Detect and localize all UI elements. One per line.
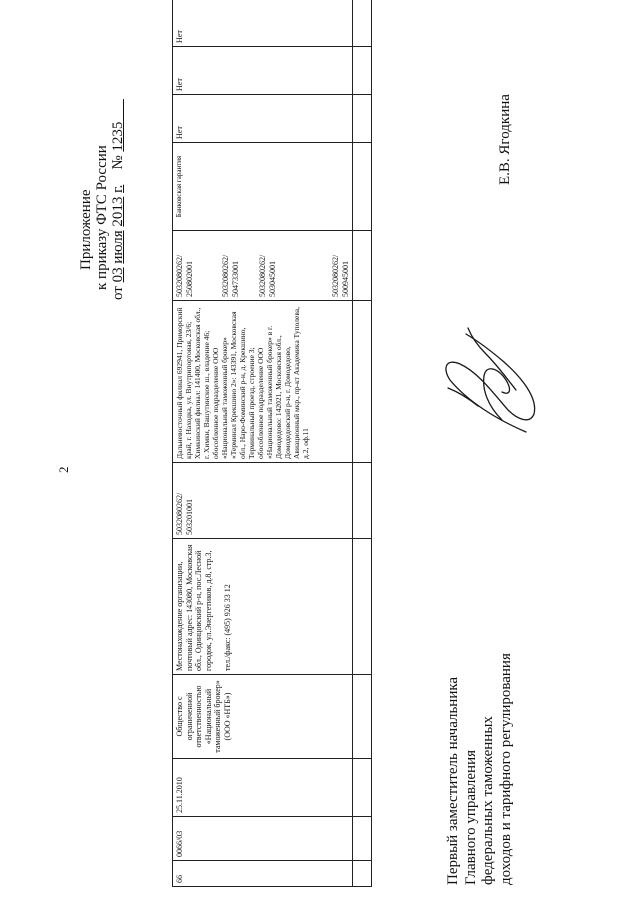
appendix-title: Приложение: [78, 189, 94, 270]
branch-kpp: 5032080262/ 250802001: [175, 254, 194, 297]
org-location: [173, 539, 353, 675]
signatory-title-line: федеральных таможенных: [480, 716, 496, 885]
branch-address: Дальневосточный филиал 692941, Приморский край, г. Находка, ул. Внутрипортовая, 23/6;: [175, 307, 193, 459]
order-number: 1235: [110, 121, 126, 152]
signatory-title-line: Главного управления: [462, 750, 479, 885]
order-day: 03: [110, 267, 126, 283]
registry-table: [172, 0, 372, 887]
table-row-empty: [353, 0, 372, 887]
flag-cell: Нет: [173, 47, 353, 95]
signatory-name: Е.В. Ягодкина: [497, 94, 513, 185]
phone-text: тел./факс: (495) 926 33 12: [222, 584, 232, 671]
order-month: июля: [110, 230, 126, 264]
reg-number: 0066/03: [173, 817, 353, 861]
signatory-title-line: доходов и тарифного регулирования: [497, 653, 514, 885]
handwritten-signature: [438, 320, 548, 450]
flag-cell: Нет: [173, 95, 353, 143]
inn-kpp: 5032080262/ 503201001: [173, 463, 353, 539]
year-suffix: г.: [110, 184, 126, 193]
branch-kpp: 5032080262/ 503045001: [258, 254, 277, 297]
guarantee-type: Банковская гарантия: [173, 143, 353, 231]
appendix-order-ref: к приказу ФТС России: [94, 145, 110, 290]
number-label: №: [110, 155, 126, 170]
from-label: от: [110, 286, 126, 300]
org-name: Общество с ограниченной ответственностью «Национальный таможенный брокер» (ООО «НТБ»): [173, 675, 353, 759]
branch-address: обособленное подразделение ООО «Национальный таможенный брокер» в г. Домодедово: 142021, Московская обл., Домодедовский р-н, г. Домодедово, Авиационный мкр., пр-кт Академика Туполева, д.2, оф.11: [256, 306, 310, 459]
branch-kpp: 5032080262/ 504733001: [221, 254, 240, 297]
row-index: 66: [173, 861, 353, 887]
branch-address: обособленное подразделение ООО «Национальный таможенный брокер» «Терминал Крекшино 2»: 143391, Московская обл., Наро-Фоминский р-н, д. Крекшино, Терминальный проезд, строение 3;: [211, 311, 256, 459]
flag-cell: Нет: [173, 0, 353, 47]
branch-kpp: 5032080262/ 500945001: [331, 254, 350, 297]
signatory-title: [445, 653, 515, 885]
appendix-order-date: [110, 60, 126, 300]
signatory-title-line: Первый заместитель начальника: [445, 676, 461, 885]
branch-kpp-list: [173, 231, 353, 301]
branch-address: Химкинский филиал: 141400, Московская обл., г. Химки, Вашутинское ш., владение 46;: [193, 307, 211, 459]
reg-date: 25.11.2010: [173, 759, 353, 817]
branch-addresses: [173, 301, 353, 463]
order-year: 2013: [110, 196, 126, 227]
table-row: [173, 0, 353, 887]
page-number: 2: [56, 466, 71, 473]
appendix-header: [78, 60, 126, 300]
location-text: Местонахождение организации, почтовый адрес: 143080, Московская обл., Одинцовский р-н, пос.Лесной городок, ул.Энергетиков, д.8, стр.3,: [175, 544, 213, 671]
